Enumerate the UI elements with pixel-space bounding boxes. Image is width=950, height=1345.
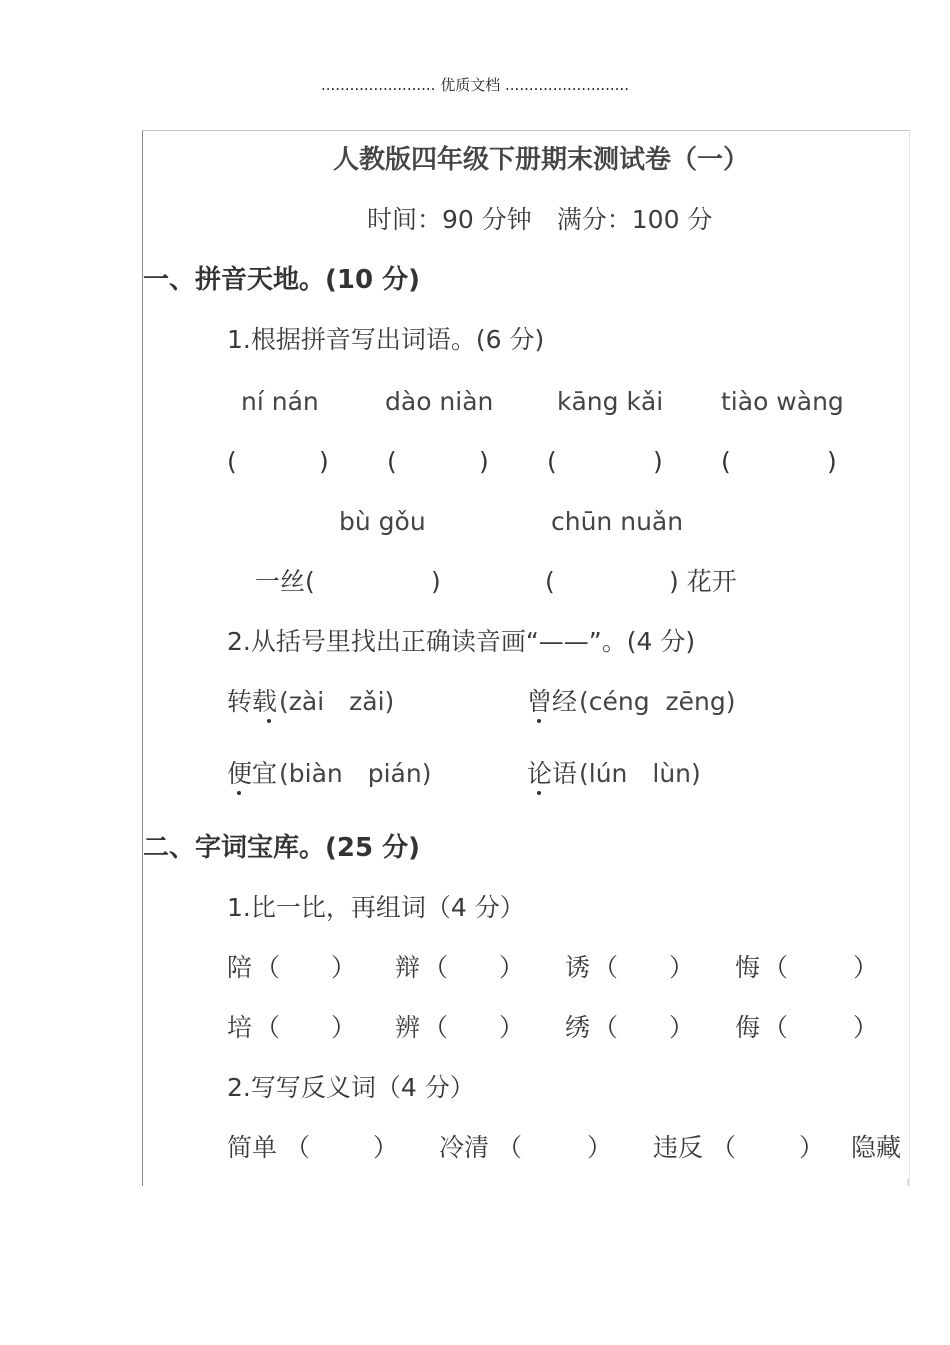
reading-options-3: (biàn pián) [279, 759, 432, 788]
emphasis-dot [267, 719, 271, 723]
emphasis-dot [237, 791, 241, 795]
section1-heading: 一、拼音天地。(10 分) [143, 265, 420, 295]
pinyin-1: ní nán [241, 387, 319, 416]
blank-close: ） [799, 1133, 825, 1162]
blank-open: （ [255, 953, 281, 982]
s2-q1-prompt: 1.比一比，再组词（4 分） [227, 893, 525, 922]
reading-word-1: 转载 [227, 687, 278, 716]
fill-b-suffix: ) 花开 [669, 567, 737, 596]
frame-edge-mark [907, 1179, 909, 1186]
blank-open: （ [423, 953, 449, 982]
fill-a-suffix: ) [431, 567, 441, 596]
fill-a-prefix: 一丝( [255, 567, 315, 596]
blank-close: ） [499, 953, 525, 982]
compare-char-2: 辩 [395, 953, 421, 982]
blank-2-open: ( [387, 447, 397, 476]
emphasis-dot [537, 719, 541, 723]
header-label: 优质文档 [440, 76, 501, 94]
emphasis-dot [537, 791, 541, 795]
page-header [0, 74, 950, 95]
blank-open: （ [497, 1133, 523, 1162]
blank-close: ） [373, 1133, 399, 1162]
blank-1-open: ( [227, 447, 237, 476]
blank-3-open: ( [547, 447, 557, 476]
blank-open: （ [763, 1013, 789, 1042]
s1-q2-prompt: 2.从括号里找出正确读音画“——”。(4 分) [227, 627, 696, 656]
reading-word-3: 便宜 [227, 759, 278, 788]
pinyin-2: dào niàn [385, 387, 494, 416]
blank-open: （ [255, 1013, 281, 1042]
blank-open: （ [593, 1013, 619, 1042]
compare-char-3: 诱 [565, 953, 591, 982]
blank-open: （ [711, 1133, 737, 1162]
blank-open: （ [593, 953, 619, 982]
fill-b-prefix: ( [545, 567, 555, 596]
blank-close: ） [853, 953, 879, 982]
reading-options-4: (lún lùn) [579, 759, 701, 788]
exam-subtitle: 时间：90 分钟 满分：100 分 [367, 205, 713, 234]
s1-q1-prompt: 1.根据拼音写出词语。(6 分) [227, 325, 545, 354]
reading-word-2: 曾经 [527, 687, 578, 716]
compare-char-1: 陪 [227, 953, 253, 982]
compare-char-5: 培 [227, 1013, 253, 1042]
blank-1-close: ) [319, 447, 329, 476]
compare-char-8: 侮 [735, 1013, 761, 1042]
blank-close: ） [669, 1013, 695, 1042]
blank-close: ） [331, 953, 357, 982]
s2-q2-prompt: 2.写写反义词（4 分） [227, 1073, 475, 1102]
blank-2-close: ) [479, 447, 489, 476]
pinyin-6: chūn nuǎn [551, 507, 684, 536]
compare-char-7: 绣 [565, 1013, 591, 1042]
reading-options-1: (zài zǎi) [279, 687, 395, 716]
blank-open: （ [763, 953, 789, 982]
blank-close: ） [587, 1133, 613, 1162]
pinyin-3: kāng kǎi [557, 387, 664, 416]
blank-4-close: ) [827, 447, 837, 476]
antonym-1: 简单 [227, 1133, 278, 1162]
reading-word-4: 论语 [527, 759, 578, 788]
header-dots-left: ........................ [321, 76, 436, 94]
blank-close: ） [331, 1013, 357, 1042]
blank-close: ） [499, 1013, 525, 1042]
pinyin-4: tiào wàng [721, 387, 844, 416]
blank-close: ） [669, 953, 695, 982]
section2-heading: 二、字词宝库。(25 分) [143, 833, 420, 863]
antonym-4: 隐藏 [851, 1133, 902, 1162]
compare-char-6: 辨 [395, 1013, 421, 1042]
blank-3-close: ) [653, 447, 663, 476]
antonym-3: 违反 [653, 1133, 704, 1162]
antonym-2: 冷清 [439, 1133, 490, 1162]
pinyin-5: bù gǒu [339, 507, 426, 536]
blank-close: ） [853, 1013, 879, 1042]
compare-char-4: 悔 [735, 953, 761, 982]
exam-title: 人教版四年级下册期末测试卷（一） [333, 145, 750, 175]
blank-open: （ [285, 1133, 311, 1162]
exam-paper [142, 130, 910, 1186]
reading-options-2: (céng zēng) [579, 687, 736, 716]
blank-4-open: ( [721, 447, 731, 476]
header-dots-right: .......................... [505, 76, 629, 94]
blank-open: （ [423, 1013, 449, 1042]
